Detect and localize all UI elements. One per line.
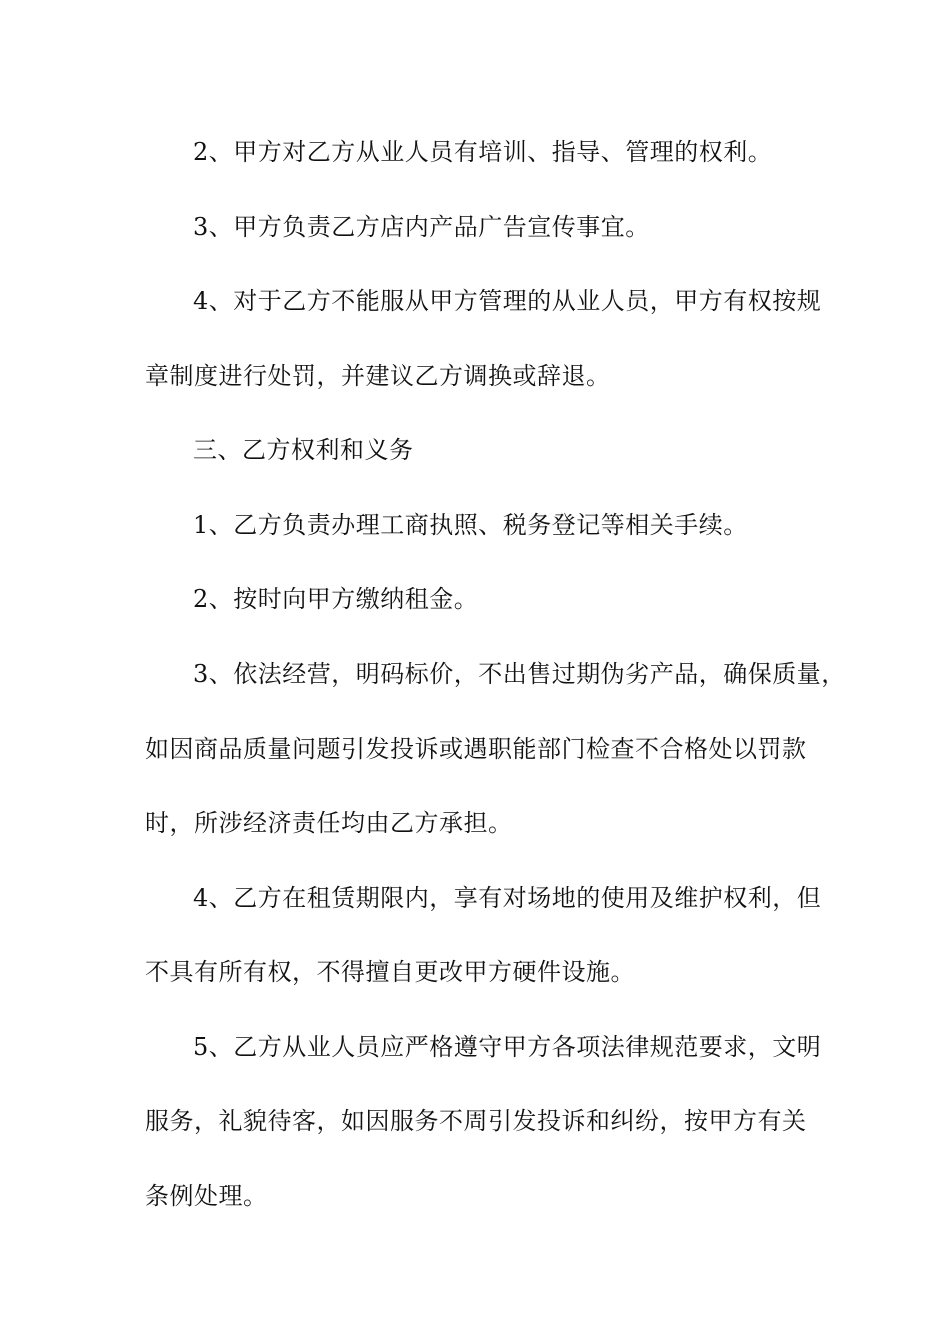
paragraph-line: 2、甲方对乙方从业人员有培训、指导、管理的权利。 — [193, 138, 773, 166]
paragraph-line: 2、按时向甲方缴纳租金。 — [193, 585, 479, 613]
paragraph-line: 3、依法经营，明码标价，不出售过期伪劣产品，确保质量， — [193, 660, 846, 688]
paragraph-line: 服务，礼貌待客，如因服务不周引发投诉和纠纷，按甲方有关 — [145, 1107, 807, 1135]
paragraph-line: 4、乙方在租赁期限内，享有对场地的使用及维护权利，但 — [193, 884, 822, 912]
paragraph-line: 不具有所有权，不得擅自更改甲方硬件设施。 — [145, 958, 635, 986]
paragraph-line: 4、对于乙方不能服从甲方管理的从业人员，甲方有权按规 — [193, 287, 822, 315]
paragraph-line: 条例处理。 — [145, 1182, 268, 1210]
paragraph-line: 5、乙方从业人员应严格遵守甲方各项法律规范要求，文明 — [193, 1033, 822, 1061]
paragraph-line: 1、乙方负责办理工商执照、税务登记等相关手续。 — [193, 511, 748, 539]
paragraph-line: 章制度进行处罚，并建议乙方调换或辞退。 — [145, 362, 611, 390]
section-heading: 三、乙方权利和义务 — [193, 436, 414, 464]
paragraph-line: 时，所涉经济责任均由乙方承担。 — [145, 809, 513, 837]
paragraph-line: 3、甲方负责乙方店内产品广告宣传事宜。 — [193, 213, 650, 241]
paragraph-line: 如因商品质量问题引发投诉或遇职能部门检查不合格处以罚款 — [145, 735, 807, 763]
